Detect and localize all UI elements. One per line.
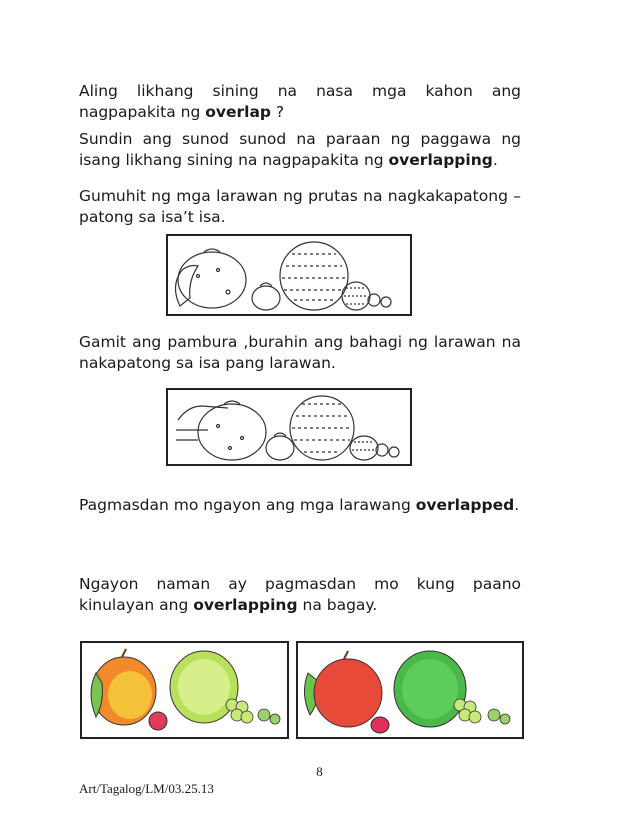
colored-fruits-drawing-icon xyxy=(298,643,522,737)
keyword-overlap: overlap xyxy=(205,103,271,121)
step-draw-paragraph: Gumuhit ng mga larawan ng prutas na nagkakapatong –patong sa isa’t isa. xyxy=(79,187,521,226)
footer-code: Art/Tagalog/LM/03.25.13 xyxy=(79,781,214,796)
erased-fruits-sketch-icon xyxy=(168,390,410,464)
colored-fruits-figure-left xyxy=(80,641,289,739)
colored-fruits-drawing-icon xyxy=(82,643,287,737)
keyword-overlapping: overlapping xyxy=(193,596,298,614)
observe-paragraph: Pagmasdan mo ngayon ang mga larawang overlapped. xyxy=(79,496,520,514)
keyword-overlapped: overlapped xyxy=(415,496,515,514)
overlapping-fruits-sketch-figure xyxy=(166,234,412,316)
question-paragraph: Aling likhang sining na nasa mga kahon ang nagpapakita ng overlap ? xyxy=(79,82,521,121)
step-erase-paragraph: Gamit ang pambura ,burahin ang bahagi ng larawan na nakapatong sa isa pang larawan. xyxy=(79,333,521,372)
page-number: 8 xyxy=(316,764,323,779)
keyword-overlapping: overlapping xyxy=(388,151,493,169)
instruction-paragraph: Sundin ang sunod sunod na paraan ng paggawa ng isang likhang sining na nagpapakita ng overlapping. xyxy=(79,130,521,169)
overlapping-fruits-sketch-icon xyxy=(168,236,410,314)
coloring-paragraph: Ngayon naman ay pagmasdan mo kung paano kinulayan ang overlapping na bagay. xyxy=(79,575,521,614)
erased-fruits-sketch-figure xyxy=(166,388,412,466)
colored-fruits-figure-right xyxy=(296,641,524,739)
